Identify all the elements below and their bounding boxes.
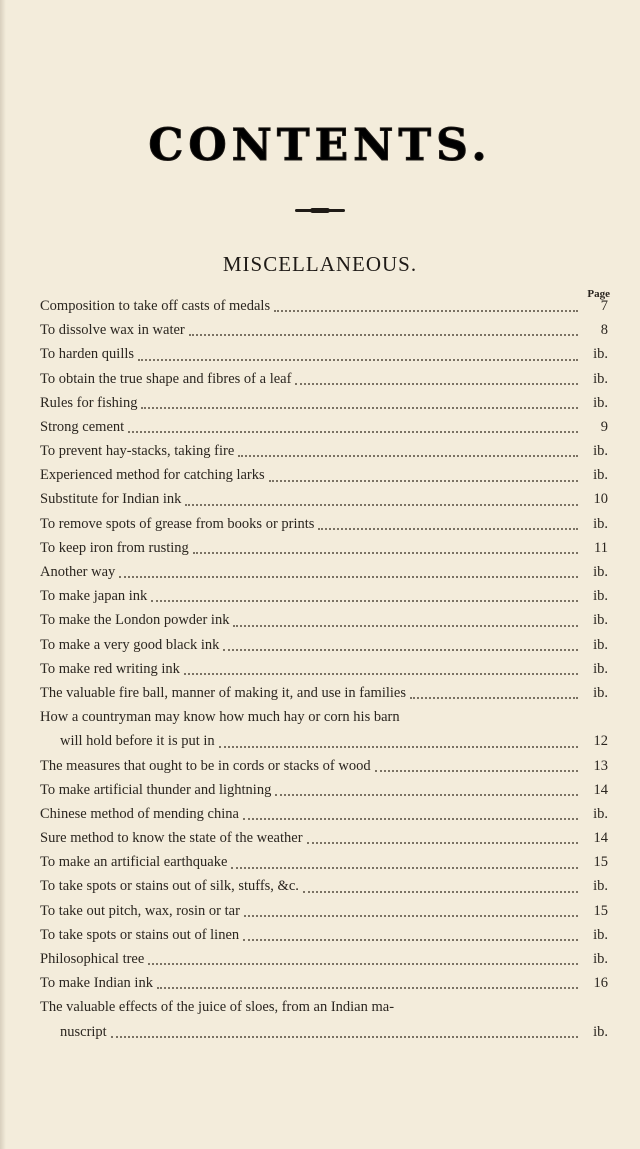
toc-entry-text: Sure method to know the state of the weather [40, 830, 303, 847]
toc-entry [40, 947, 608, 971]
toc-entry [40, 754, 608, 778]
dot-leader [184, 673, 578, 675]
toc-entry-text: To remove spots of grease from books or prints [40, 515, 315, 532]
toc-entry [40, 415, 608, 439]
toc-entry [40, 681, 608, 705]
dot-leader [223, 649, 578, 651]
toc-page-number: 16 [593, 975, 608, 992]
toc-entry-text: Chinese method of mending china [40, 805, 239, 822]
toc-entry-text: To make a very good black ink [40, 636, 220, 653]
toc-entry-text: Strong cement [40, 418, 125, 435]
toc-entry [40, 826, 608, 850]
page-column-heading: Page [587, 288, 610, 300]
dot-leader [141, 407, 578, 409]
dot-leader [151, 600, 578, 602]
dot-leader [233, 625, 578, 627]
toc-page-number: ib. [593, 951, 608, 968]
toc-entry [40, 802, 608, 826]
toc-page-number: 15 [593, 902, 608, 919]
toc-page-number: 12 [593, 733, 608, 750]
toc-entry-text: To make the London powder ink [40, 612, 230, 629]
toc-entry-text: Rules for fishing [40, 394, 138, 411]
dot-leader [244, 915, 578, 917]
toc-entry-text: To take out pitch, wax, rosin or tar [40, 902, 240, 919]
toc-entry-text: How a countryman may know how much hay or corn his barn [40, 709, 400, 726]
toc-entry [40, 995, 608, 1043]
page-title: CONTENTS. [148, 120, 492, 171]
toc-entry-text: To keep iron from rusting [40, 539, 189, 556]
toc-entry [40, 488, 608, 512]
toc-entry-text: The valuable effects of the juice of sloes, from an Indian ma- [40, 999, 395, 1016]
dot-leader [375, 770, 578, 772]
toc-page-number: 15 [593, 854, 608, 871]
dot-leader [410, 697, 578, 699]
dot-leader [138, 359, 578, 361]
dot-leader [318, 528, 578, 530]
toc-entry [40, 318, 608, 342]
toc-entry [40, 342, 608, 366]
toc-entry-text: To make Indian ink [40, 975, 153, 992]
toc-entry-text-continued: nuscript [60, 1023, 107, 1040]
toc-entry-text: To take spots or stains out of linen [40, 926, 240, 943]
dot-leader [189, 334, 578, 336]
toc-entry [40, 584, 608, 608]
toc-entry [40, 391, 608, 415]
dot-leader [219, 746, 578, 748]
toc-entry [40, 923, 608, 947]
dot-leader [275, 794, 578, 796]
dot-leader [295, 383, 578, 385]
dot-leader [185, 504, 578, 506]
toc-entry [40, 439, 608, 463]
toc-entry [40, 705, 608, 753]
toc-entry [40, 560, 608, 584]
toc-entry-text: To harden quills [40, 346, 135, 363]
toc-entry [40, 850, 608, 874]
toc-entry [40, 899, 608, 923]
dot-leader [193, 552, 578, 554]
toc-page-number: ib. [593, 684, 608, 701]
dot-leader [243, 939, 578, 941]
toc-entry [40, 294, 608, 318]
toc-page-number: ib. [593, 564, 608, 581]
toc-page-number: 10 [593, 491, 608, 508]
dot-leader [274, 310, 578, 312]
toc-entry [40, 512, 608, 536]
toc-page-number: 14 [593, 781, 608, 798]
toc-entry [40, 657, 608, 681]
toc-page-number: ib. [593, 443, 608, 460]
toc-entry-text: To make an artificial earthquake [40, 854, 228, 871]
toc-entry-text-continued: will hold before it is put in [60, 733, 215, 750]
toc-entry [40, 633, 608, 657]
toc-page-number: ib. [593, 660, 608, 677]
toc-entry-text: To obtain the true shape and fibres of a leaf [40, 370, 292, 387]
page-edge [0, 0, 6, 1149]
dot-leader [303, 891, 578, 893]
toc-page-number: ib. [593, 926, 608, 943]
toc-entry-text: To make red writing ink [40, 660, 180, 677]
toc-page-number: ib. [593, 467, 608, 484]
toc-page-number: ib. [593, 878, 608, 895]
toc-page-number: 13 [593, 757, 608, 774]
toc-page-number: 8 [600, 322, 608, 339]
toc-page-number: ib. [593, 636, 608, 653]
toc-page-number: ib. [593, 588, 608, 605]
dot-leader [243, 818, 578, 820]
ornamental-rule [295, 209, 345, 212]
toc-entry [40, 608, 608, 632]
toc-entry-text: To make japan ink [40, 588, 148, 605]
dot-leader [128, 431, 578, 433]
toc-entry [40, 536, 608, 560]
toc-page-number: 7 [600, 297, 608, 314]
toc-entry-text: To take spots or stains out of silk, stuffs, &c. [40, 878, 299, 895]
toc-entry [40, 971, 608, 995]
toc-entry [40, 875, 608, 899]
toc-page-number: ib. [593, 515, 608, 532]
toc-page-number: ib. [593, 346, 608, 363]
dot-leader [231, 867, 578, 869]
toc-entry-text: Substitute for Indian ink [40, 491, 182, 508]
toc-entry-text: Composition to take off casts of medals [40, 297, 271, 314]
toc-page-number: ib. [593, 612, 608, 629]
toc-page-number: ib. [593, 805, 608, 822]
dot-leader [157, 987, 578, 989]
toc-entry-text: To make artificial thunder and lightning [40, 781, 272, 798]
toc-entry-text: Another way [40, 564, 116, 581]
dot-leader [148, 963, 578, 965]
dot-leader [307, 842, 578, 844]
dot-leader [238, 455, 578, 457]
toc-entry-text: To prevent hay-stacks, taking fire [40, 443, 235, 460]
toc-page-number: 9 [600, 418, 608, 435]
toc-entry-text: Philosophical tree [40, 951, 145, 968]
contents-list [40, 294, 608, 1044]
toc-entry [40, 778, 608, 802]
toc-page-number: ib. [593, 394, 608, 411]
toc-page-number: ib. [593, 1023, 608, 1040]
toc-entry [40, 367, 608, 391]
toc-entry-text: The valuable fire ball, manner of making it, and use in families [40, 684, 407, 701]
toc-entry-text: To dissolve wax in water [40, 322, 185, 339]
toc-page-number: 11 [594, 539, 608, 556]
dot-leader [111, 1036, 578, 1038]
dot-leader [269, 480, 578, 482]
toc-entry [40, 463, 608, 487]
toc-entry-text: The measures that ought to be in cords or stacks of wood [40, 757, 371, 774]
toc-page-number: ib. [593, 370, 608, 387]
dot-leader [119, 576, 578, 578]
section-heading: MISCELLANEOUS. [222, 252, 418, 276]
toc-page-number: 14 [593, 830, 608, 847]
toc-entry-text: Experienced method for catching larks [40, 467, 265, 484]
